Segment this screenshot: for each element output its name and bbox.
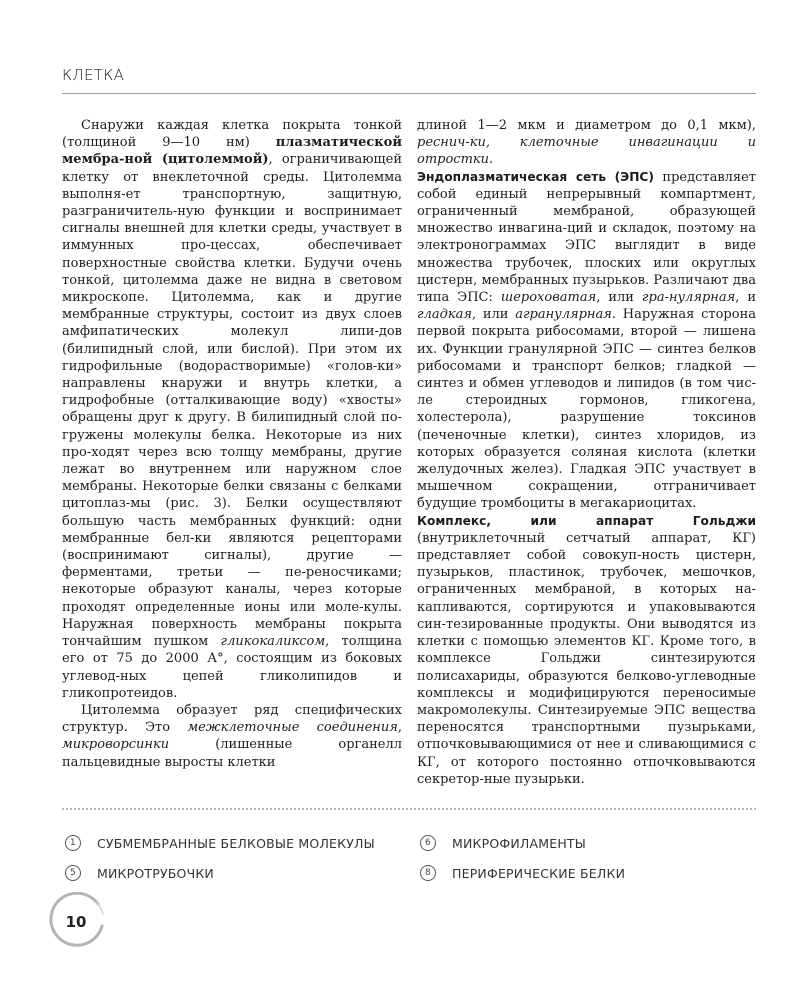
page-number-badge (46, 892, 106, 952)
text-run: Снаружи каждая клетка покрыта тонкой (толщиной 9—10 нм) (62, 118, 402, 151)
legend-item-1 (65, 835, 375, 851)
legend-item-8 (420, 865, 625, 881)
paragraph (417, 117, 756, 169)
text-run: представляет собой единый непрерывный компартмент, ограниченный мембраной, образующей множество инвагина-ций и складок, поэтому на электронограммах ЭПС выглядит в виде множества трубочек, плоских или округлых цистерн, мембранных пузырьков. Различают два типа ЭПС: (417, 169, 756, 306)
legend-number: 6 (420, 835, 436, 851)
text-run: микроворсинки (62, 737, 170, 753)
text-run: , или (471, 307, 516, 323)
text-run: гликокаликсом (220, 634, 326, 650)
text-run: . Наружная сторона первой покрыта рибосомами, второй — лишена их. Функции гранулярной ЭПС — синтез белков рибосомами и транспорт белков; гладкой — синтез и обмен углеводов и липидов (в том чис-ле стероидных гормонов, гликогена, холестерола), разрушение токсинов (печеночные клетки), синтез хлоридов, из которых образуется соляная кислота (клетки желудочных желез). Гладкая ЭПС участвует в мышечном сокращении, отграничивает будущие тромбоциты в мегакариоцитах. (417, 307, 756, 512)
legend-label: СУБМЕМБРАННЫЕ БЕЛКОВЫЕ МОЛЕКУЛЫ (97, 835, 375, 851)
text-run: Эндоплазматическая сеть (ЭПС) (417, 169, 654, 184)
legend-item-6 (420, 835, 586, 851)
text-run: , и (735, 290, 756, 306)
legend-number: 5 (65, 865, 81, 881)
text-run: , ограничивающей клетку от внеклеточной среды. Цитолемма выполня-ет транспортную, защитную, разграничитель-ную функции и воспринимает сигналы внешней для клетки среды, участвует в иммунных про-цессах, обеспечивает поверхностные свойства клетки. Будучи очень тонкой, цитолемма даже не видна в световом микроскопе. Цитолемма, как и другие мембранные структуры, состоит из двух слоев амфипатических молекул липи-дов (билипидный слой, или бислой). При этом их гидрофильные (водорастворимые) «голов-ки» направлены кнаружи и внутрь клетки, а гидрофобные (отталкивающие воду) «хвосты» обращены друг к другу. В билипидный слой по-гружены молекулы белка. Некоторые из них про-ходят через всю толщу мембраны, другие лежат во внутреннем или наружном слое мембраны. Некоторые белки связаны с белками цитоплаз-мы (рис. 3). Белки осуществляют большую часть мембранных функций: одни мембранные бел-ки являются рецепторами (воспринимают сигналы), другие — ферментами, третьи — пе-реносчиками; некоторые образуют каналы, через которые проходят определенные ионы или моле-кулы. Наружная поверхность мембраны покрыта тончайшим пушком (62, 152, 402, 650)
right-text-column (417, 117, 756, 788)
legend-item-5 (65, 865, 214, 881)
legend-label: МИКРОТРУБОЧКИ (97, 865, 214, 881)
running-header: КЛЕТКА (62, 66, 125, 84)
text-run: гра-нулярная (641, 290, 736, 306)
text-run: , или (596, 290, 642, 306)
text-run: межклеточные соединения (187, 720, 398, 736)
text-run: Цитолемма образует ряд специфических структур. Это (62, 702, 402, 736)
legend-label: МИКРОФИЛАМЕНТЫ (452, 835, 586, 851)
paragraph (417, 513, 756, 788)
header-rule (62, 93, 756, 94)
text-run: гладкая (417, 307, 472, 323)
text-run: (внутриклеточный сетчатый аппарат, КГ) представляет собой совокуп-ность цистерн, пузырьков, пластинок, трубочек, мешочков, ограниченных мембраной, в которых на-капливаются, сортируются и упаковываются син-тезированные продукты. Они выводятся из клетки с помощью элементов КГ. Кроме того, в комплексе Гольджи синтезируются полисахариды, образуются белково-углеводные комплексы и модифицируются переносимые макромолекулы. Синтезируемые ЭПС вещества переносятся транспортными пузырьками, отпочковывающимися от нее и сливающимися с КГ, от которого постоянно отпочковываются секретор-ные пузырьки. (417, 530, 756, 787)
text-run: плазматической мембра-ной (цитолеммой) (62, 135, 402, 168)
paragraph (62, 117, 402, 702)
text-run: реснич-ки, клеточные инвагинации и отростки. (417, 135, 756, 168)
legend-number: 1 (65, 835, 81, 851)
text-run: агранулярная (515, 307, 612, 323)
legend-number: 8 (420, 865, 436, 881)
paragraph (417, 169, 756, 513)
text-run: , (397, 720, 402, 736)
dotted-divider (62, 808, 756, 810)
text-run: (лишенные органелл пальцевидные выросты клетки (62, 737, 402, 770)
text-run: , толщина его от 75 до 2000 А°, состоящим из боковых углевод-ных цепей гликолипидов и гликопротеидов. (62, 634, 402, 701)
page-number: 10 (65, 913, 87, 931)
legend-label: ПЕРИФЕРИЧЕСКИЕ БЕЛКИ (452, 865, 626, 881)
left-text-column (62, 117, 402, 771)
paragraph (62, 702, 402, 771)
text-run: Комплекс, или аппарат Гольджи (417, 513, 756, 528)
text-run: длиной 1—2 мкм и диаметром до 0,1 мкм), (417, 118, 756, 133)
text-run: шероховатая (500, 290, 597, 306)
